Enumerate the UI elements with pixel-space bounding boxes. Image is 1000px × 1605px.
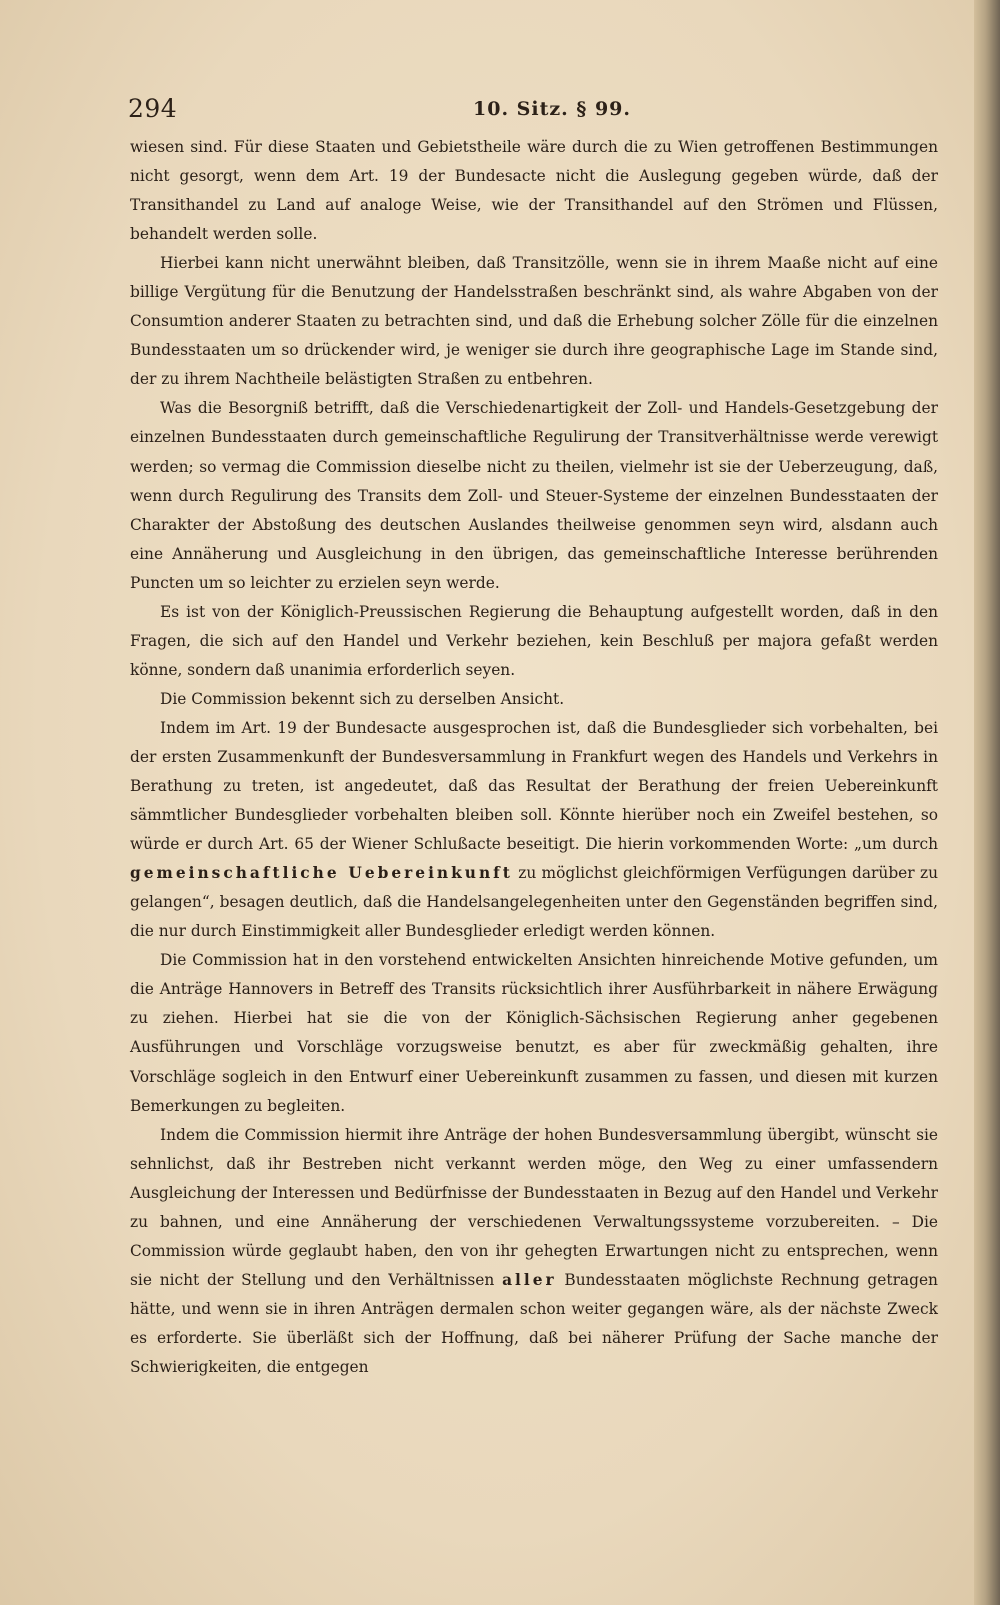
paragraph-7-text: Die Commission hat in den vorstehend entwickelten Ansichten hinreichende Motive gefunden, um die Anträge Hannovers in Betreff des Transits rücksichtlich ihrer Ausführbarkeit in nähere Erwägung zu ziehen. Hierbei hat sie die von der Königlich-Sächsischen Regierung anher gegebenen Ausführungen und Vorschläge vorzugsweise benutzt, es aber für zweckmäßig gehalten, ihre Vorschläge sogleich in den Entwurf einer Uebereinkunft zusammen zu fassen, und diesen mit kurzen Bemerkungen zu begleiten. — [130, 951, 938, 1115]
paragraph-6-text-before: Indem im Art. 19 der Bundesacte ausgesprochen ist, daß die Bundesglieder sich vorbehalten, bei der ersten Zusammenkunft der Bundesversammlung in Frankfurt wegen des Handels und Verkehrs in Berathung zu treten, ist angedeutet, daß das Resultat der Berathung der freien Uebereinkunft sämmtlicher Bundesglieder vorbehalten bleiben soll. Könnte hierüber noch ein Zweifel bestehen, so würde er durch Art. 65 der Wiener Schlußacte beseitigt. Die hierin vorkommenden Worte: „um durch — [130, 718, 938, 854]
paragraph-1 — [130, 133, 938, 249]
paragraph-6 — [130, 714, 938, 946]
paragraph-6-spaced-emphasis: gemeinschaftliche Uebereinkunft — [130, 864, 513, 883]
paragraph-3 — [130, 394, 938, 597]
paragraph-5-text: Die Commission bekennt sich zu derselben Ansicht. — [160, 689, 565, 708]
body-text — [130, 133, 938, 1382]
paragraph-8-spaced-emphasis: aller — [502, 1270, 557, 1289]
paragraph-8-text-after: Bundesstaaten möglichste Rechnung getragen hätte, und wenn sie in ihren Anträgen dermalen schon weiter gegangen wäre, als der nächste Zweck es erforderte. Sie überläßt sich der Hoffnung, daß bei näherer Prüfung der Sache manche der Schwierigkeiten, die entgegen — [130, 1270, 938, 1376]
paragraph-5 — [130, 685, 938, 714]
paragraph-4 — [130, 598, 938, 685]
paragraph-6-text-after: zu möglichst gleichförmigen Verfügungen darüber zu gelangen“, besagen deutlich, daß die Handelsangelegenheiten unter den Gegenständen begriffen sind, die nur durch Einstimmigkeit aller Bundesglieder erledigt werden können. — [130, 864, 938, 941]
paragraph-3-text: Was die Besorgniß betrifft, daß die Verschiedenartigkeit der Zoll- und Handels-Gesetzgebung der einzelnen Bundesstaaten durch gemeinschaftliche Regulirung der Transitverhältnisse werde verewigt werden; so vermag die Commission dieselbe nicht zu theilen, vielmehr ist sie der Ueberzeugung, daß, wenn durch Regulirung des Transits dem Zoll- und Steuer-Systeme der einzelnen Bundesstaaten der Charakter der Abstoßung des deutschen Auslandes theilweise genommen seyn wird, alsdann auch eine Annäherung und Ausgleichung in den übrigen, das gemeinschaftliche Interesse berührenden Puncten um so leichter zu erzielen seyn werde. — [130, 399, 938, 592]
paragraph-4-text: Es ist von der Königlich-Preussischen Regierung die Behauptung aufgestellt worden, daß in den Fragen, die sich auf den Handel und Verkehr beziehen, kein Beschluß per majora gefaßt werden könne, sondern daß unanimia erforderlich seyen. — [130, 602, 938, 679]
paragraph-2-text: Hierbei kann nicht unerwähnt bleiben, daß Transitzölle, wenn sie in ihrem Maaße nicht auf eine billige Vergütung für die Benutzung der Handelsstraßen beschränkt sind, als wahre Abgaben von der Consumtion anderer Staaten zu betrachten sind, und daß die Erhebung solcher Zölle für die einzelnen Bundesstaaten um so drückender wird, je weniger sie durch ihre geographische Lage im Stande sind, der zu ihrem Nachtheile belästigten Straßen zu entbehren. — [130, 254, 938, 389]
page-header — [128, 92, 938, 126]
paragraph-8 — [130, 1121, 938, 1382]
paragraph-1-text: wiesen sind. Für diese Staaten und Gebietstheile wäre durch die zu Wien getroffenen Bestimmungen nicht gesorgt, wenn dem Art. 19 der Bundesacte nicht die Auslegung gegeben würde, daß der Transithandel zu Land auf analoge Weise, wie der Transithandel auf den Strömen und Flüssen, behandelt werden solle. — [130, 138, 938, 244]
paragraph-2 — [130, 249, 938, 394]
paragraph-8-text-before: Indem die Commission hiermit ihre Anträge der hohen Bundesversammlung übergibt, wünscht sie sehnlichst, daß ihr Bestreben nicht verkannt werden möge, den Weg zu einer umfassendern Ausgleichung der Interessen und Bedürfnisse der Bundesstaaten in Bezug auf den Handel und Verkehr zu bahnen, und eine Annäherung der verschiedenen Verwaltungssysteme vorzubereiten. – Die Commission würde geglaubt haben, den von ihr gehegten Erwartungen nicht zu entsprechen, wenn sie nicht der Stellung und den Verhältnissen — [130, 1125, 938, 1289]
page-binding-edge — [974, 0, 1000, 1605]
paragraph-7 — [130, 946, 938, 1120]
running-head: 10. Sitz. § 99. — [473, 98, 632, 120]
page-number: 294 — [128, 94, 178, 123]
